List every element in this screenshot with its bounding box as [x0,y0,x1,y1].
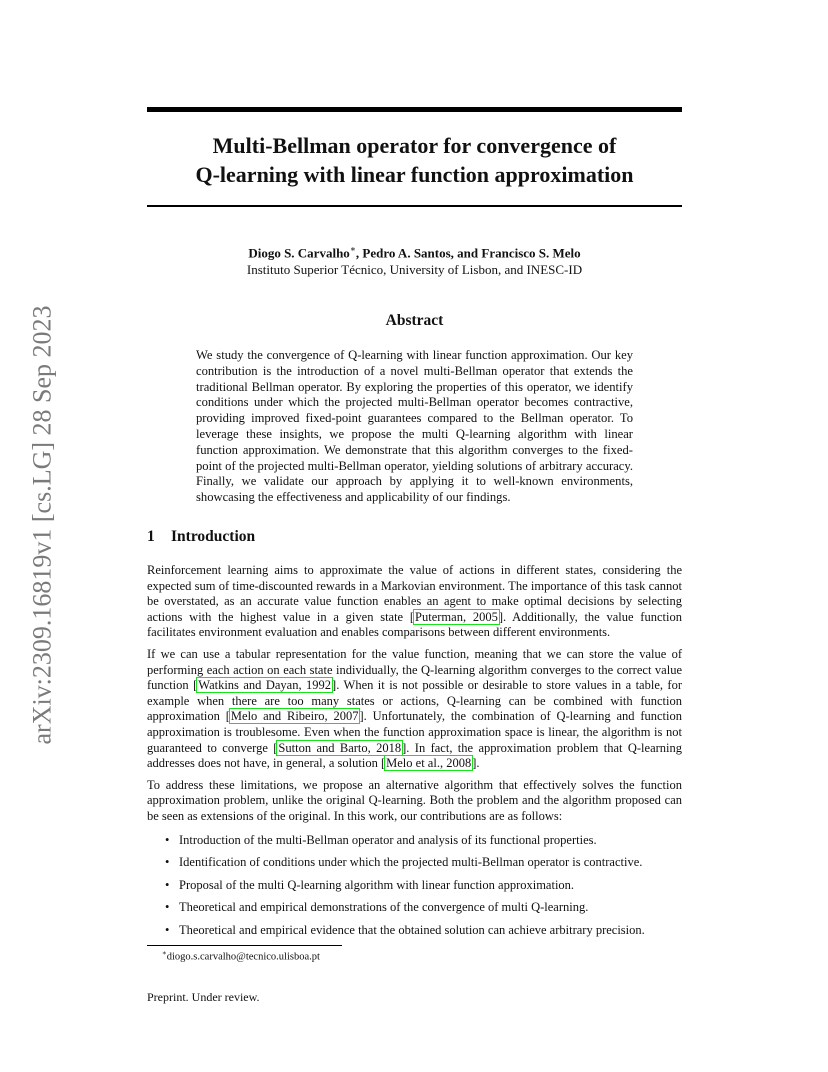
footnote-rule [147,945,342,946]
text-run: Reinforcement learning aims to approximate the value of actions in different states, considering the expected sum of time-discounted rewards in a Markovian environment. The importance of this task cannot be overstated, as an accurate value function enables an agent to make optimal decisions by selecting actions with the highest value in a given state [ [147,563,682,624]
text-run: ]. Additionally, the value function facilitates environment evaluation and enables comparisons between different environments. [147,609,682,640]
author-affiliation: Instituto Superior Técnico, University of Lisbon, and INESC-ID [246,262,583,278]
arxiv-stamp-text: arXiv:2309.16819v1 [cs.LG] 28 Sep 2023 [28,305,57,745]
abstract-text: We study the convergence of Q-learning with linear function approximation. Our key contribution is the introduction of a novel multi-Bellman operator that extends the traditional Bellman operator. By exploring the properties of this operator, we identify conditions under which the projected multi-Bellman operator becomes contractive, providing improved fixed-point guarantees compared to the Bellman operator. To leverage these insights, we propose the multi Q-learning algorithm with linear function approximation. We demonstrate that this algorithm converges to the fixed-point of the projected multi-Bellman operator, yielding solutions of arbitrary accuracy. Finally, we validate our approach by applying it to well-known environments, showcasing the effectiveness and applicability of our findings. [196,348,633,505]
arxiv-stamp [30,290,56,760]
list-item: • Theoretical and empirical evidence that the obtained solution can achieve arbitrary precision. [179,923,682,939]
footnote-email[interactable]: diogo.s.carvalho@tecnico.ulisboa.pt [166,951,320,963]
title-top-rule [147,107,682,112]
list-item: • Theoretical and empirical demonstrations of the convergence of multi Q-learning. [179,900,682,916]
contributions-list [147,833,682,939]
author-names [147,241,682,261]
preprint-note: Preprint. Under review. [147,990,260,1004]
section-title: Introduction [171,528,256,545]
list-item: • Proposal of the multi Q-learning algorithm with linear function approximation. [179,878,682,894]
intro-paragraph-1 [147,563,682,641]
title-line-1: Multi-Bellman operator for convergence of [212,133,617,158]
intro-paragraph-2 [147,647,682,772]
text-run: ]. [472,756,480,771]
list-item: • Introduction of the multi-Bellman operator and analysis of its functional properties. [179,833,682,849]
abstract-heading: Abstract [385,312,444,329]
introduction-body [147,563,682,945]
list-item: • Identification of conditions under which the projected multi-Bellman operator is contractive. [179,855,682,871]
other-authors: , Pedro A. Santos, and Francisco S. Melo [355,245,581,261]
text-run: If we can use a tabular representation for the value function, meaning that we can store the value of performing each action on each state individually, the Q-learning algorithm converges to the correct value function [ [147,646,682,693]
text-run: ]. Unfortunately, the combination of Q-learning and function approximation is troublesome. Even when the function approximation space is linear, the algorithm is not guaranteed to converge [ [147,709,682,755]
section-heading [147,528,682,546]
title-line-2: Q-learning with linear function approximation [195,162,634,187]
paper-title [147,131,682,189]
first-author: Diogo S. Carvalho [248,245,350,261]
intro-paragraph-3: To address these limitations, we propose an alternative algorithm that effectively solves the function approximation problem, unlike the original Q-learning. Both the problem and the algorithm proposed can be seen as extensions of the original. In this work, our contributions are as follows: [147,777,682,823]
text-run: ]. In fact, the approximation problem that Q-learning addresses does not have, in general, a solution [ [147,740,683,771]
citation-link[interactable]: Puterman, 2005 [415,609,498,624]
citation-link[interactable]: Melo et al., 2008 [386,756,472,771]
footnote-marker[interactable]: ∗ [349,244,356,254]
section-number: 1 [147,528,155,545]
footnote [162,949,320,963]
footnote-symbol: ∗ [162,949,167,957]
title-bottom-rule [147,205,682,207]
text-run: ]. When it is not possible or desirable to store values in a table, for example when there are too many states or actions, Q-learning can be combined with function approximation [ [147,678,683,724]
citation-link[interactable]: Melo and Ribeiro, 2007 [230,709,359,724]
citation-link[interactable]: Sutton and Barto, 2018 [278,740,402,755]
citation-link[interactable]: Watkins and Dayan, 1992 [198,678,332,693]
author-block [147,241,682,278]
